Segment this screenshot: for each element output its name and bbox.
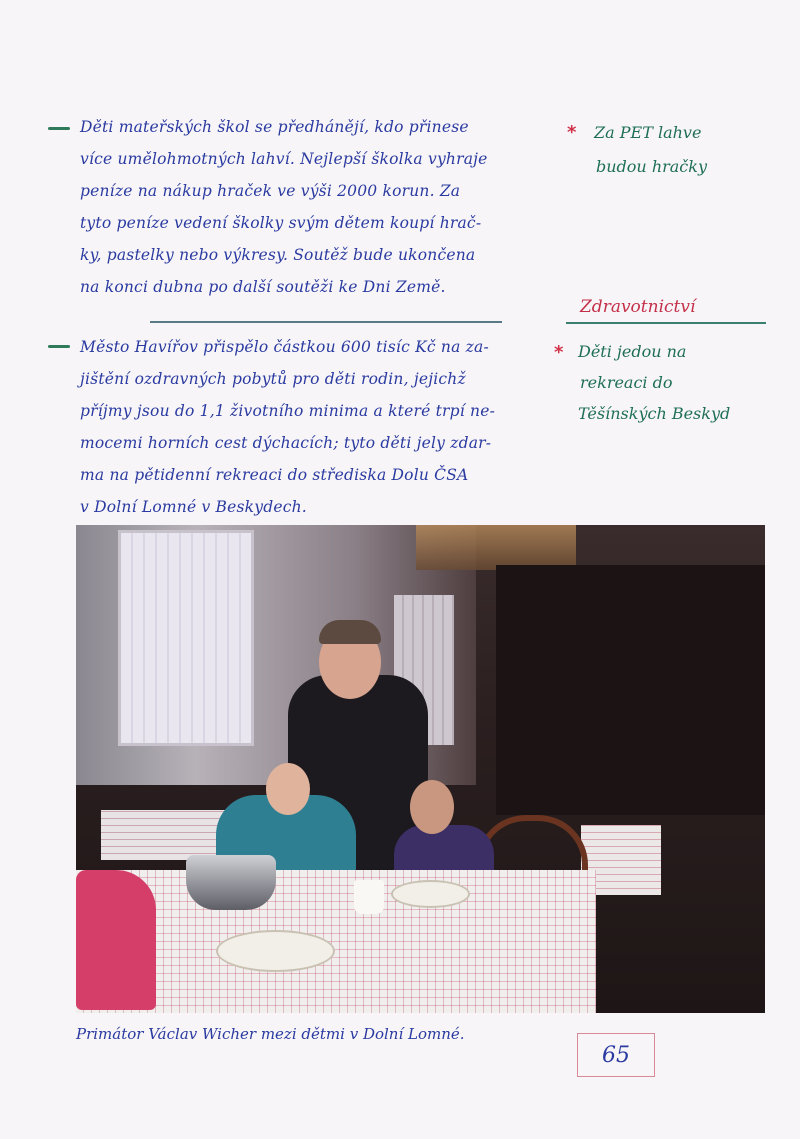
section-heading-healthcare: Zdravotnictví xyxy=(580,297,696,317)
entry-line: mocemi horních cest dýchacích; tyto děti jely zdar- xyxy=(80,434,492,452)
page-number-box xyxy=(577,1033,655,1077)
margin-note-pet xyxy=(594,123,701,142)
entry-line: na konci dubna po další soutěži ke Dni Země. xyxy=(80,278,446,296)
bullet-dash-2 xyxy=(48,345,70,348)
page-number: 65 xyxy=(602,1042,630,1068)
margin-note-line: Těšínských Beskyd xyxy=(578,404,731,423)
margin-note-recreation-3 xyxy=(578,404,730,423)
plate xyxy=(391,880,470,908)
entry-line: peníze na nákup hraček ve výši 2000 korun. Za xyxy=(80,182,461,200)
entry-line: jištění ozdravných pobytů pro děti rodin, jejichž xyxy=(80,370,466,388)
plate xyxy=(216,930,335,972)
asterisk-marker: * xyxy=(567,122,577,143)
margin-note-recreation xyxy=(578,342,686,361)
margin-note-line: Děti jedou na xyxy=(578,342,687,361)
photo-caption: Primátor Václav Wicher mezi dětmi v Dolní Lomné. xyxy=(76,1025,465,1043)
photo-dining-room xyxy=(76,525,765,1013)
margin-note-line: rekreaci do xyxy=(580,373,673,392)
entry-line: ma na pětidenní rekreaci do střediska Dolu ČSA xyxy=(80,466,469,484)
window xyxy=(118,530,254,746)
entry-line: Děti mateřských škol se předhánějí, kdo přinese xyxy=(80,118,469,136)
heading-underline xyxy=(566,322,766,324)
bullet-dash-1 xyxy=(48,127,70,130)
divider-line xyxy=(150,321,502,323)
margin-note-pet-2 xyxy=(596,157,707,176)
child-figure xyxy=(76,870,156,1010)
cup xyxy=(354,880,384,914)
entry-line: příjmy jsou do 1,1 životního minima a které trpí ne- xyxy=(80,402,496,420)
margin-note-line: Za PET lahve xyxy=(594,123,702,142)
asterisk-marker: * xyxy=(554,342,564,363)
soup-pot xyxy=(186,855,276,910)
entry-line: Město Havířov přispělo částkou 600 tisíc Kč na za- xyxy=(80,338,489,356)
entry-line: ky, pastelky nebo výkresy. Soutěž bude ukončena xyxy=(80,246,476,264)
entry-line: v Dolní Lomné v Beskydech. xyxy=(80,498,307,516)
margin-note-line: budou hračky xyxy=(596,157,707,176)
entry-line: tyto peníze vedení školky svým dětem koupí hrač- xyxy=(80,214,482,232)
entry-line: více umělohmotných lahví. Nejlepší školka vyhraje xyxy=(80,150,488,168)
margin-note-recreation-2 xyxy=(580,373,673,392)
